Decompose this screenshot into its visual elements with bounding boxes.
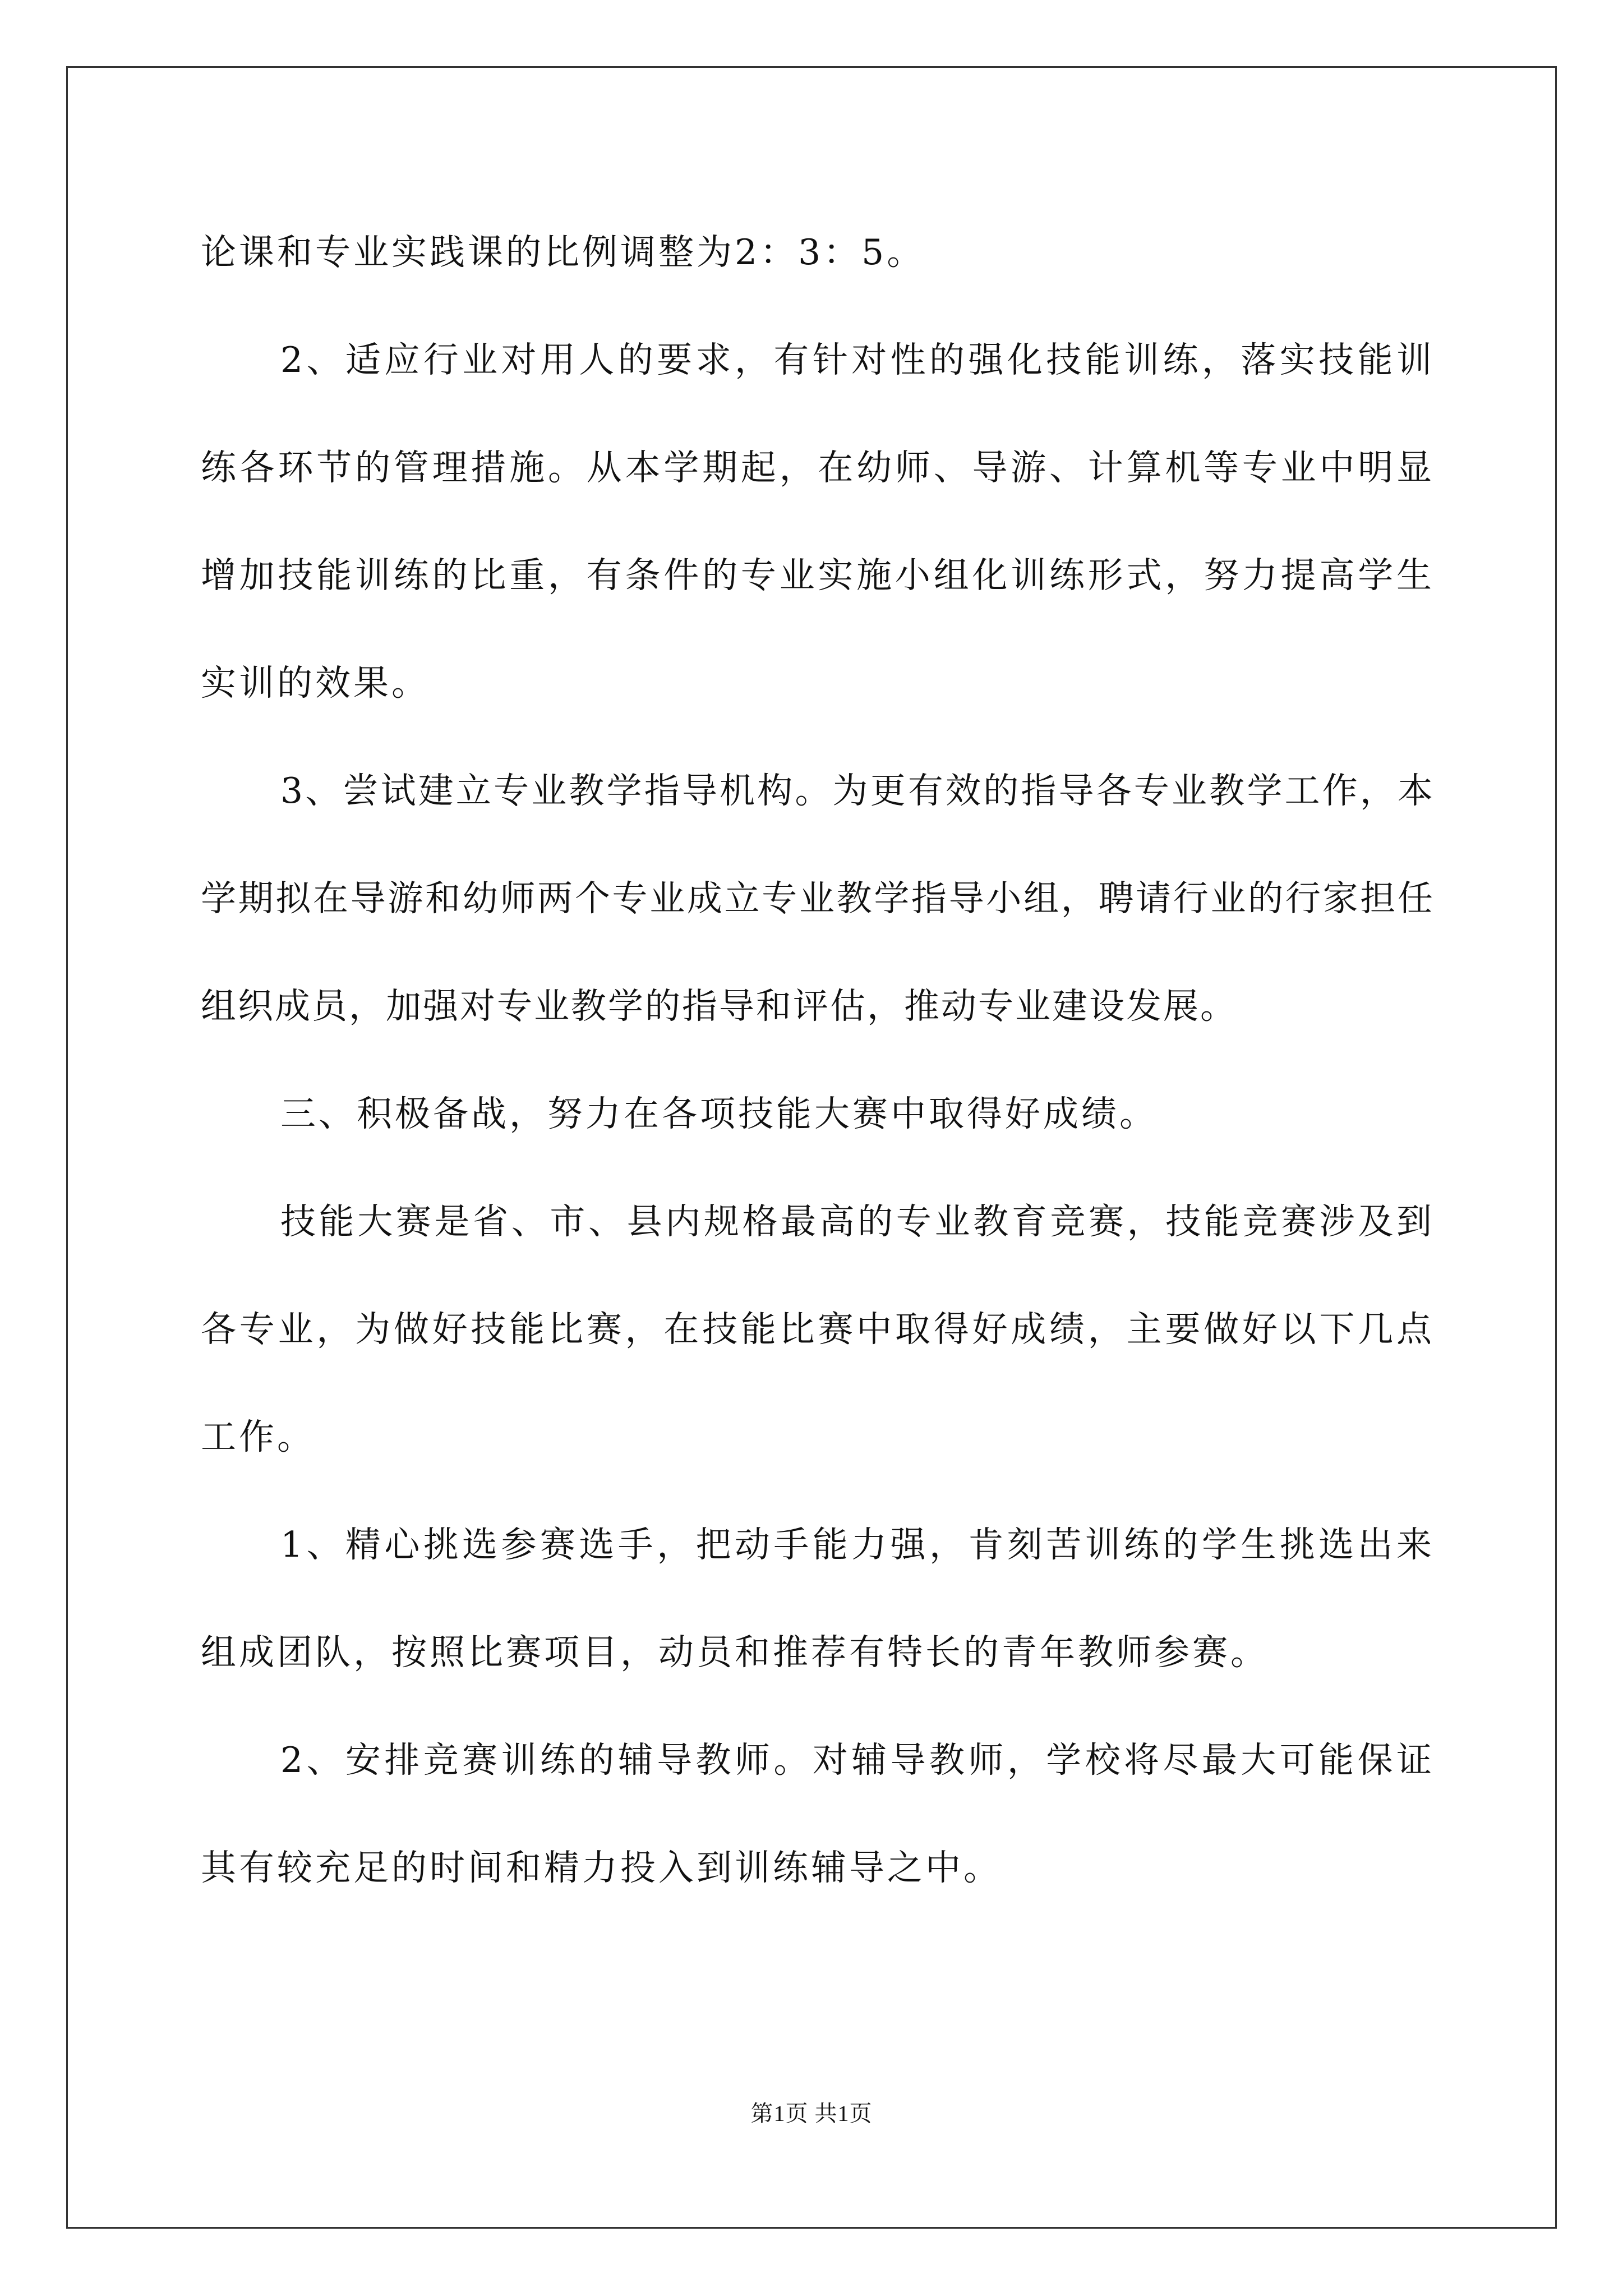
document-body xyxy=(201,199,1435,1922)
page-footer: 第1页 共1页 xyxy=(750,2101,873,2126)
paragraph-contest-item-2: 2、安排竞赛训练的辅导教师。对辅导教师，学校将尽最大可能保证其有较充足的时间和精力投入到训练辅导之中。 xyxy=(201,1740,1435,1888)
paragraph-item-2: 2、适应行业对用人的要求，有针对性的强化技能训练，落实技能训练各环节的管理措施。从本学期起，在幼师、导游、计算机等专业中明显增加技能训练的比重，有条件的专业实施小组化训练形式，努力提高学生实训的效果。 xyxy=(201,339,1435,703)
paragraph-contest-intro: 技能大赛是省、市、县内规格最高的专业教育竞赛，技能竞赛涉及到各专业，为做好技能比赛，在技能比赛中取得好成绩，主要做好以下几点工作。 xyxy=(201,1201,1435,1457)
paragraph-continued: 论课和专业实践课的比例调整为2：3：5。 xyxy=(201,232,925,273)
section-heading-3: 三、积极备战，努力在各项技能大赛中取得好成绩。 xyxy=(280,1093,1158,1134)
paragraph-item-3: 3、尝试建立专业教学指导机构。为更有效的指导各专业教学工作，本学期拟在导游和幼师两个专业成立专业教学指导小组，聘请行业的行家担任组织成员，加强对专业教学的指导和评估，推动专业建设发展。 xyxy=(201,770,1435,1027)
paragraph-contest-item-1: 1、精心挑选参赛选手，把动手能力强，肯刻苦训练的学生挑选出来组成团队，按照比赛项目，动员和推荐有特长的青年教师参赛。 xyxy=(201,1524,1435,1673)
